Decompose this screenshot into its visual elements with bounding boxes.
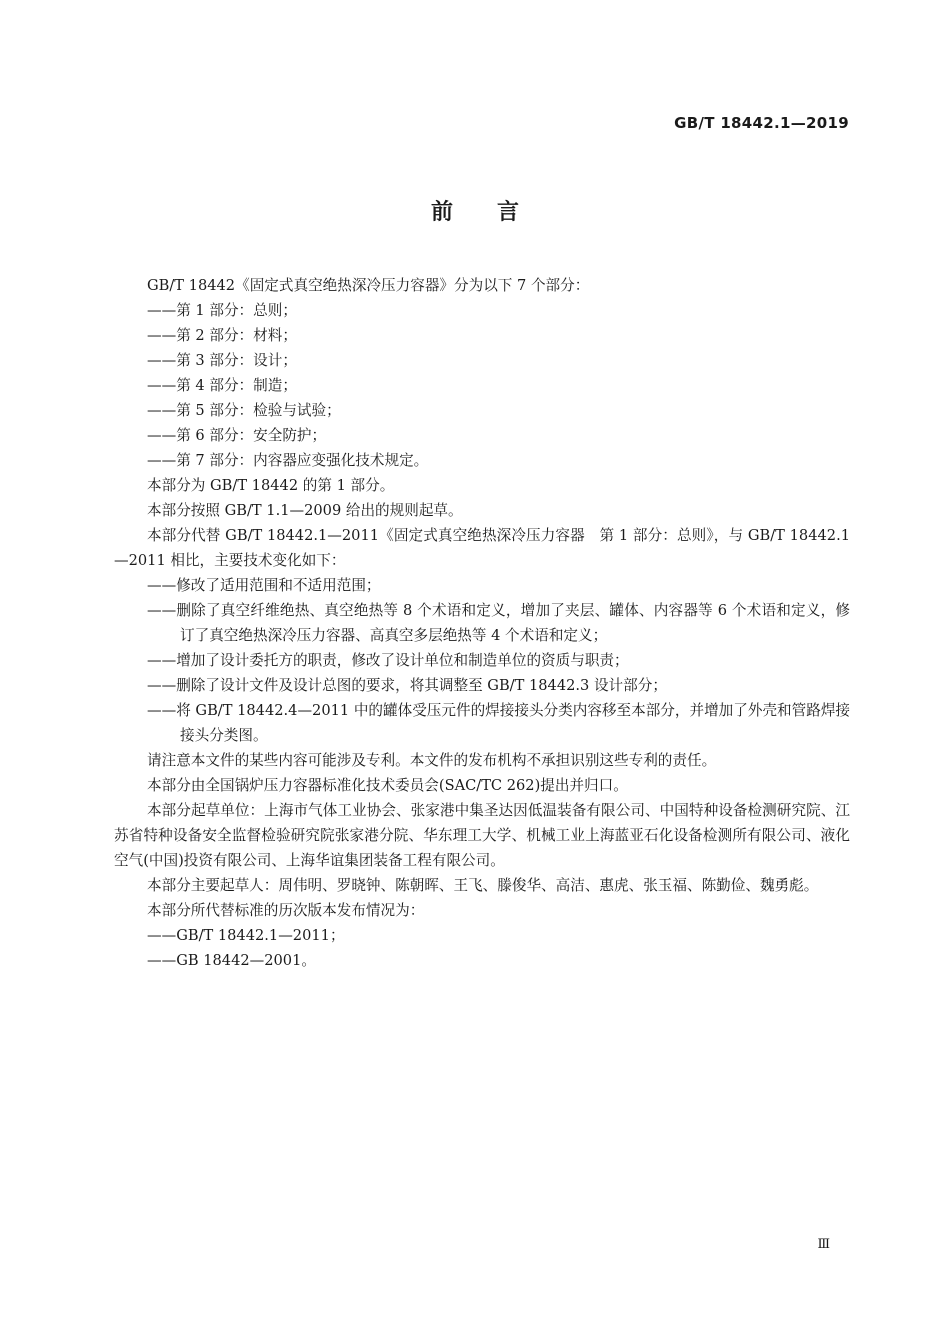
foreword-body — [114, 273, 850, 973]
history-intro: 本部分所代替标准的历次版本发布情况为： — [147, 902, 425, 919]
change-item-2: ——删除了真空纤维绝热、真空绝热等 8 个术语和定义，增加了夹层、罐体、内容器等 6 个术语和定义，修订了真空绝热深冷压力容器、高真空多层绝热等 4 个术语和定义； — [147, 602, 850, 644]
change-item-1: ——修改了适用范围和不适用范围； — [147, 577, 381, 594]
history-item-2: ——GB 18442—2001。 — [147, 952, 316, 969]
change-item-3: ——增加了设计委托方的职责，修改了设计单位和制造单位的资质与职责； — [147, 652, 629, 669]
change-item-5: ——将 GB/T 18442.4—2011 中的罐体受压元件的焊接接头分类内容移至本部分，并增加了外壳和管路焊接接头分类图。 — [147, 702, 851, 744]
list-item-part-3: ——第 3 部分：设计； — [147, 352, 297, 369]
drafters: 本部分主要起草人：周伟明、罗晓钟、陈朝晖、王飞、滕俊华、高洁、惠虎、张玉福、陈勤俭、魏勇彪。 — [147, 877, 819, 894]
intro-paragraph: GB/T 18442《固定式真空绝热深冷压力容器》分为以下 7 个部分： — [147, 277, 590, 294]
list-item-part-2: ——第 2 部分：材料； — [147, 327, 297, 344]
list-item-part-6: ——第 6 部分：安全防护； — [147, 427, 327, 444]
list-item-part-7: ——第 7 部分：内容器应变强化技术规定。 — [147, 452, 429, 469]
list-item-part-5: ——第 5 部分：检验与试验； — [147, 402, 341, 419]
history-item-1: ——GB/T 18442.1—2011； — [147, 927, 345, 944]
part-statement: 本部分为 GB/T 18442 的第 1 部分。 — [147, 477, 395, 494]
proposer-statement: 本部分由全国锅炉压力容器标准化技术委员会(SAC/TC 262)提出并归口。 — [147, 777, 628, 794]
list-item-part-4: ——第 4 部分：制造； — [147, 377, 297, 394]
standard-code: GB/T 18442.1—2019 — [674, 114, 849, 132]
change-item-4: ——删除了设计文件及设计总图的要求，将其调整至 GB/T 18442.3 设计部分； — [147, 677, 667, 694]
page-number: Ⅲ — [817, 1237, 830, 1252]
replacement-statement: 本部分代替 GB/T 18442.1—2011《固定式真空绝热深冷压力容器 第 1 部分：总则》，与 GB/T 18442.1—2011 相比，主要技术变化如下： — [114, 527, 850, 569]
page-title: 前言 — [430, 200, 563, 225]
patent-notice: 请注意本文件的某些内容可能涉及专利。本文件的发布机构不承担识别这些专利的责任。 — [147, 752, 717, 769]
drafting-units: 本部分起草单位：上海市气体工业协会、张家港中集圣达因低温装备有限公司、中国特种设备检测研究院、江苏省特种设备安全监督检验研究院张家港分院、华东理工大学、机械工业上海蓝亚石化设备检测所有限公司、液化空气(中国)投资有限公司、上海华谊集团装备工程有限公司。 — [114, 802, 850, 869]
list-item-part-1: ——第 1 部分：总则； — [147, 302, 297, 319]
drafting-rule-statement: 本部分按照 GB/T 1.1—2009 给出的规则起草。 — [147, 502, 463, 519]
